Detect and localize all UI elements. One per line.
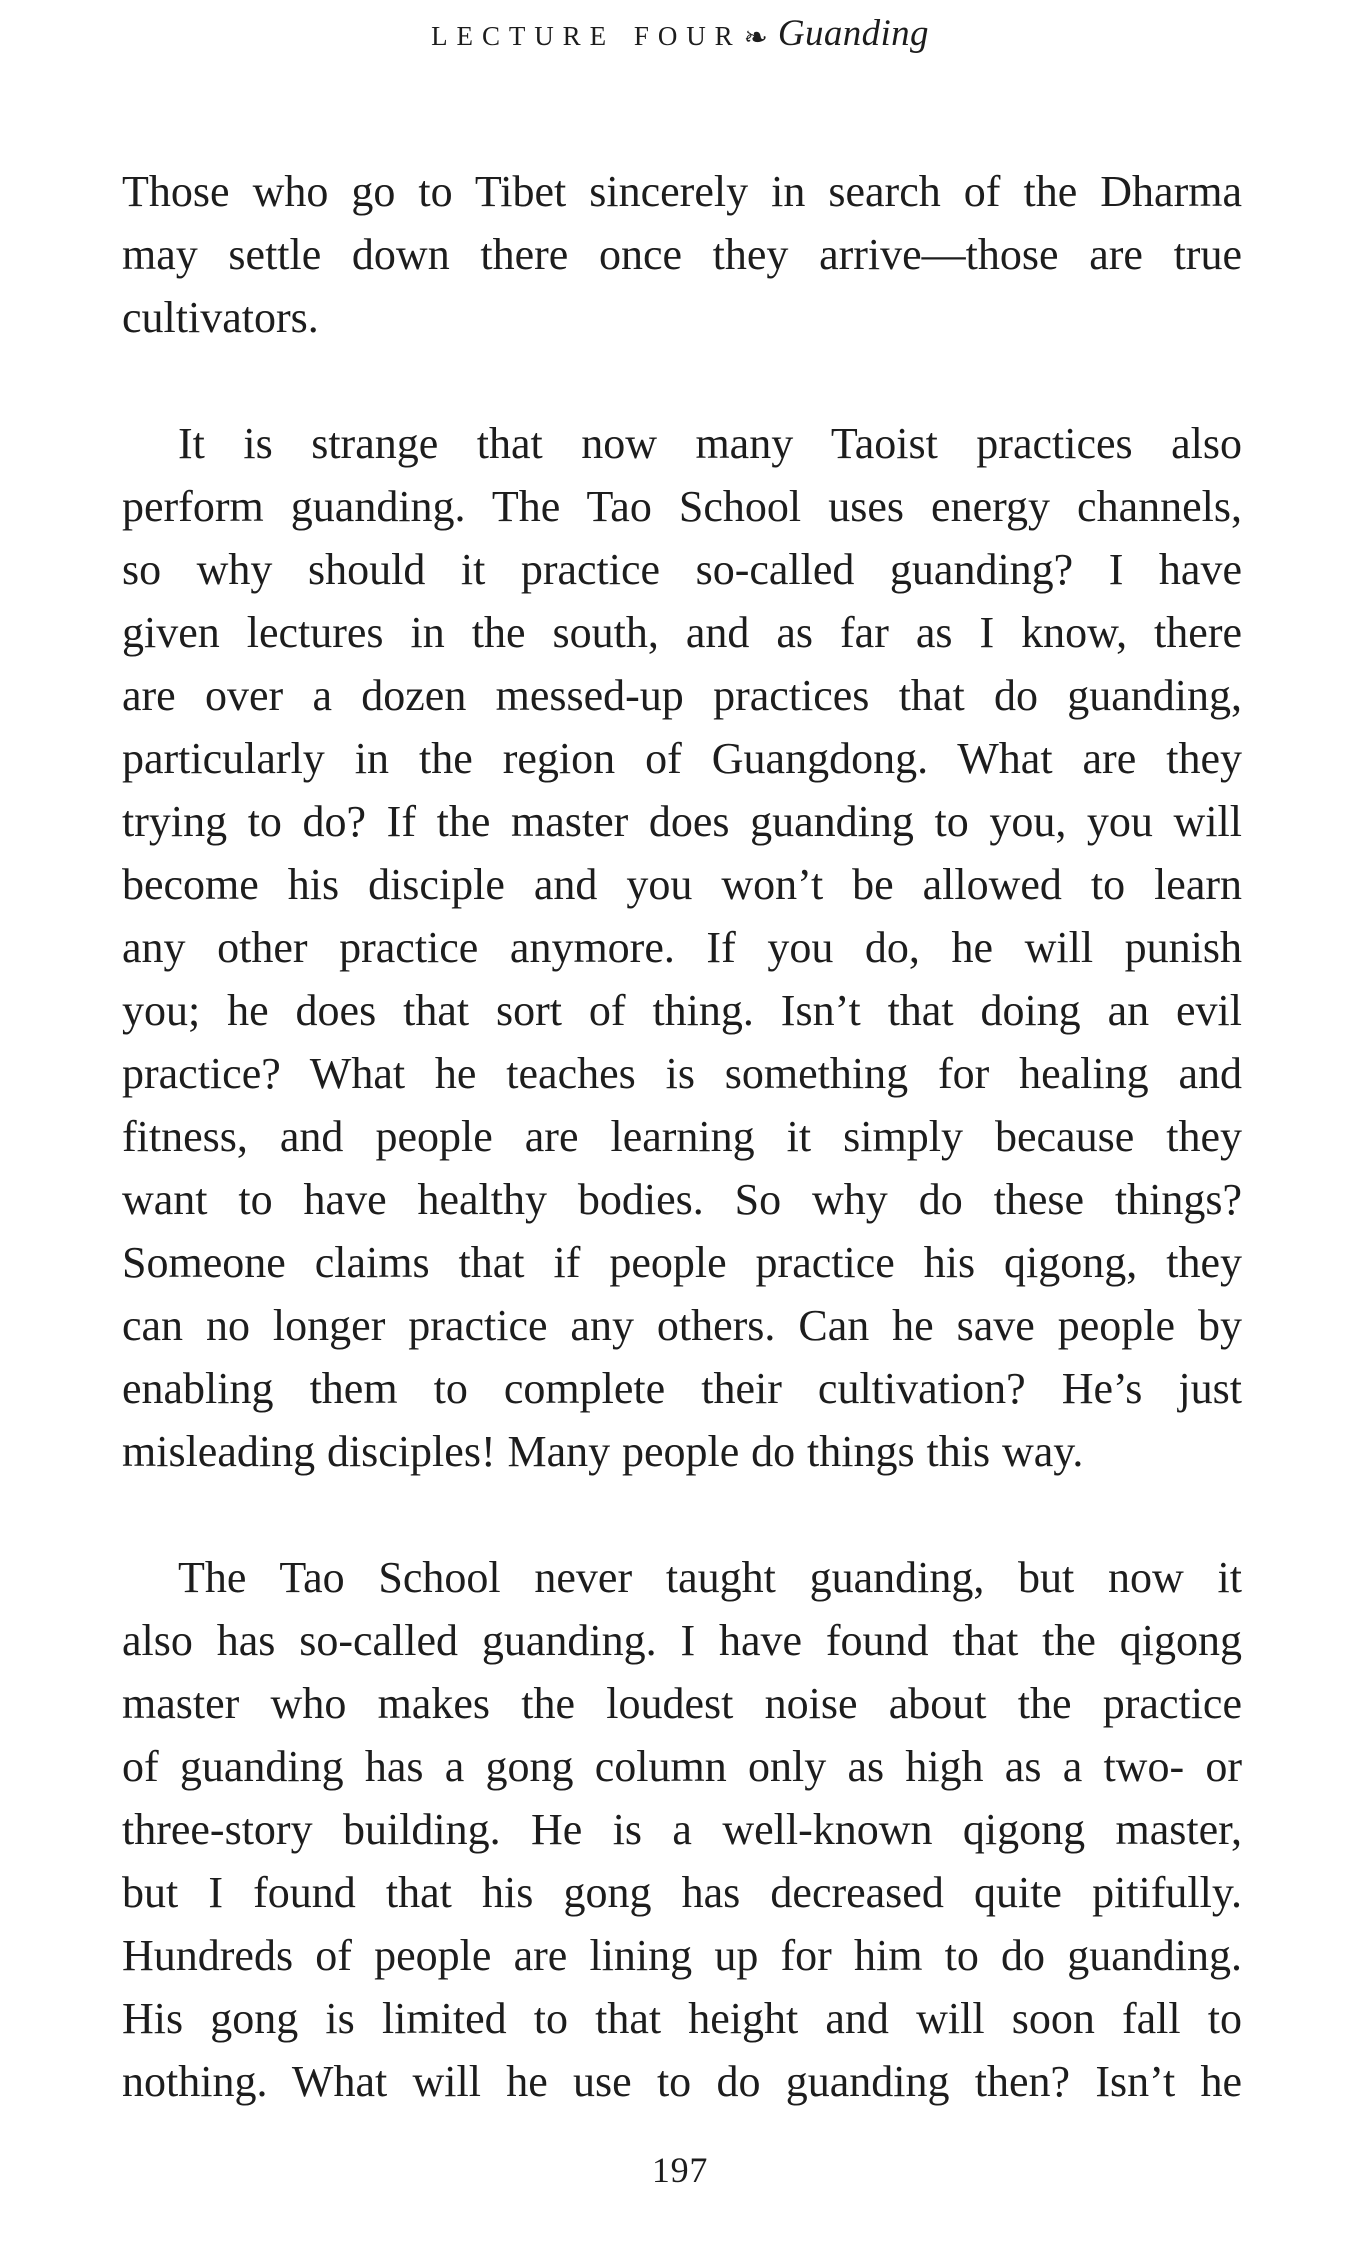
text-line: so why should it practice so-called guanding? I have (122, 545, 1242, 594)
text-line: three-story building. He is a well-known qigong master, (122, 1805, 1242, 1854)
text-line: perform guanding. The Tao School uses energy channels, (122, 482, 1242, 531)
paragraph (122, 160, 1242, 349)
body-text (122, 160, 1242, 2113)
text-line: Hundreds of people are lining up for him to do guanding. (122, 1931, 1242, 1980)
text-line: cultivators. (122, 293, 319, 342)
lecture-number-label: LECTURE FOUR (431, 21, 742, 51)
text-line: particularly in the region of Guangdong. What are they (122, 734, 1242, 783)
paragraph (122, 1546, 1242, 2113)
text-line: Those who go to Tibet sincerely in search of the Dharma (122, 167, 1242, 216)
running-head (0, 12, 1360, 55)
text-line: It is strange that now many Taoist practices also (178, 419, 1242, 468)
text-line: any other practice anymore. If you do, he will punish (122, 923, 1242, 972)
fleuron-icon: ❧ (743, 20, 768, 54)
text-line: enabling them to complete their cultivation? He’s just (122, 1364, 1242, 1413)
text-line: misleading disciples! Many people do things this way. (122, 1427, 1084, 1476)
chapter-title: Guanding (777, 13, 929, 54)
text-line: practice? What he teaches is something for healing and (122, 1049, 1242, 1098)
text-line: want to have healthy bodies. So why do these things? (122, 1175, 1242, 1224)
text-line: given lectures in the south, and as far as I know, there (122, 608, 1242, 657)
text-line: may settle down there once they arrive—those are true (122, 230, 1242, 279)
page-number: 197 (651, 2150, 709, 2190)
paragraph (122, 412, 1242, 1483)
text-line: also has so-called guanding. I have found that the qigong (122, 1616, 1242, 1665)
text-line: trying to do? If the master does guanding to you, you will (122, 797, 1242, 846)
text-line: are over a dozen messed-up practices that do guanding, (122, 671, 1242, 720)
text-line: can no longer practice any others. Can he save people by (122, 1301, 1242, 1350)
text-line: fitness, and people are learning it simply because they (122, 1112, 1242, 1161)
text-line: Someone claims that if people practice his qigong, they (122, 1238, 1242, 1287)
text-line: become his disciple and you won’t be allowed to learn (122, 860, 1242, 909)
text-line: The Tao School never taught guanding, but now it (178, 1553, 1242, 1602)
text-line: nothing. What will he use to do guanding then? Isn’t he (122, 2057, 1242, 2106)
text-line: of guanding has a gong column only as high as a two- or (122, 1742, 1242, 1791)
text-line: you; he does that sort of thing. Isn’t that doing an evil (122, 986, 1242, 1035)
text-line: His gong is limited to that height and will soon fall to (122, 1994, 1242, 2043)
text-line: but I found that his gong has decreased quite pitifully. (122, 1868, 1242, 1917)
text-line: master who makes the loudest noise about the practice (122, 1679, 1242, 1728)
